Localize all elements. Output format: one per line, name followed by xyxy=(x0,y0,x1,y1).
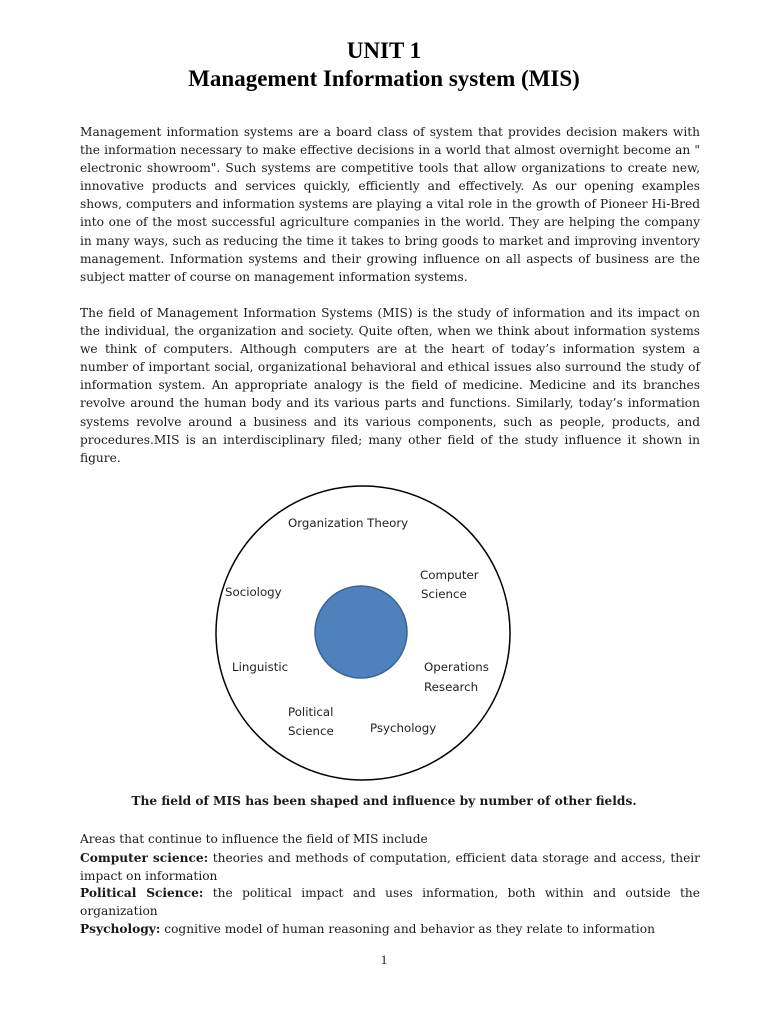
mis-influence-diagram xyxy=(0,478,768,788)
mis-core-circle xyxy=(315,586,407,678)
label-computer-science-1: Computer xyxy=(420,568,479,582)
document-title: Management Information system (MIS) xyxy=(188,66,580,91)
area-description: the political impact and uses information, both within and outside the organization xyxy=(80,886,700,918)
areas-intro: Areas that continue to influence the field of MIS include xyxy=(80,832,428,846)
label-computer-science-2: Science xyxy=(421,587,467,601)
intro-paragraph: Management information systems are a board class of system that provides decision makers with the information necessary to make effective decisions in a world that almost overnight become an " electronic showroom". Such systems are competitive tools that allow organizations to create new, innovative products and services quickly, efficiently and effectively. As our opening examples shows, computers and information systems are playing a vital role in the growth of Pioneer Hi-Bred into one of the most successful agriculture companies in the world. They are helping the company in many ways, such as reducing the time it takes to bring goods to market and improving inventory management. Information systems and their growing influence on all aspects of business are the subject matter of course on management information systems. xyxy=(80,125,700,284)
area-term: Computer science: xyxy=(80,851,209,865)
label-political-science-2: Science xyxy=(288,724,334,738)
page-number: 1 xyxy=(380,952,388,967)
area-item-psychology xyxy=(80,920,700,938)
label-operations-research-2: Research xyxy=(424,680,479,694)
area-item-computer-science xyxy=(80,849,700,885)
label-linguistic: Linguistic xyxy=(232,660,289,674)
unit-heading: UNIT 1 xyxy=(346,38,422,63)
label-psychology: Psychology xyxy=(370,721,437,735)
label-organization-theory: Organization Theory xyxy=(288,516,409,530)
mis-field-paragraph: The field of Management Information Systems (MIS) is the study of information and its impact on the individual, the organization and society. Quite often, when we think about information systems we think of computers. Although computers are at the heart of today’s information system a number of important social, organizational behavioral and ethical issues also surround the study of information system. An appropriate analogy is the field of medicine. Medicine and its branches revolve around the human body and its various parts and functions. Similarly, today’s information systems revolve around a business and its various components, such as people, products, and procedures.MIS is an interdisciplinary filed; many other field of the study influence it shown in figure. xyxy=(80,306,700,465)
label-sociology: Sociology xyxy=(225,585,282,599)
figure-caption: The field of MIS has been shaped and influence by number of other fields. xyxy=(131,794,637,808)
area-term: Political Science: xyxy=(80,886,204,900)
area-description: theories and methods of computation, efficient data storage and access, their impact on information xyxy=(80,851,701,883)
area-item-political-science xyxy=(80,884,700,920)
label-operations-research-1: Operations xyxy=(424,660,489,674)
area-term: Psychology: xyxy=(80,922,161,936)
label-political-science-1: Political xyxy=(288,705,334,719)
area-description: cognitive model of human reasoning and behavior as they relate to information xyxy=(160,922,655,936)
